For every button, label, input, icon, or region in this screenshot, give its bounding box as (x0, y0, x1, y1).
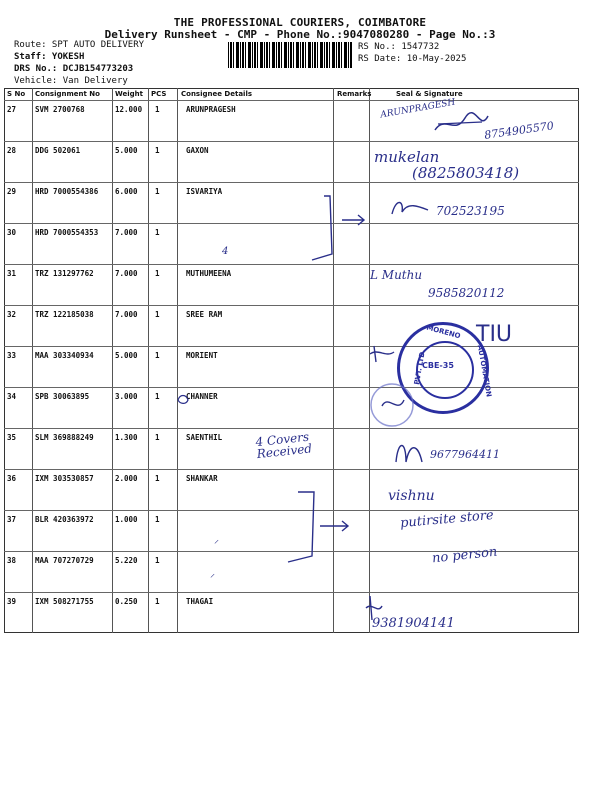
company-stamp: MORENO AUTOMATION PVT. LTD. CBE-35 (397, 322, 489, 414)
col-header-consignment: Consignment No (35, 90, 100, 98)
cell-sno: 30 (7, 228, 17, 237)
cell-consignment: SPB 30063895 (35, 392, 90, 401)
cell-weight: 5.000 (115, 146, 138, 155)
staff-label: Staff: YOKESH (14, 52, 85, 62)
rs-date: RS Date: 10-May-2025 (358, 54, 467, 64)
cell-weight: 7.000 (115, 269, 138, 278)
handwritten-phone: 9585820112 (428, 286, 505, 300)
cell-consignment: HRD 7000554353 (35, 228, 99, 237)
cell-pcs: 1 (155, 228, 160, 237)
handwritten-signature: L Muthu (370, 268, 423, 282)
cell-consignment: MAA 707270729 (35, 556, 94, 565)
company-name: THE PROFESSIONAL COURIERS, COIMBATORE (173, 16, 427, 29)
route-label: Route: SPT AUTO DELIVERY (14, 40, 145, 50)
cell-consignee: MORIENT (186, 351, 218, 360)
cell-consignment: DDG 502061 (35, 146, 81, 155)
cell-weight: 1.000 (115, 515, 138, 524)
col-header-signature: Seal & Signature (396, 90, 463, 98)
cell-weight: 7.000 (115, 228, 138, 237)
cell-weight: 1.300 (115, 433, 138, 442)
cell-pcs: 1 (155, 310, 160, 319)
cell-pcs: 1 (155, 146, 160, 155)
cell-weight: 0.250 (115, 597, 138, 606)
handwritten-remark: 4 Covers Received (254, 429, 313, 462)
col-header-pcs: PCS (151, 90, 167, 98)
cell-pcs: 1 (155, 515, 160, 524)
cell-sno: 39 (7, 597, 17, 606)
cell-consignee: SHANKAR (186, 474, 218, 483)
handwritten-phone: 9381904141 (372, 616, 455, 631)
col-header-remarks: Remarks (337, 90, 372, 98)
cell-sno: 35 (7, 433, 17, 442)
cell-consignment: BLR 420363972 (35, 515, 94, 524)
scribble-icon (388, 196, 432, 220)
cell-sno: 27 (7, 105, 17, 114)
bracket-arrow-icon (280, 488, 364, 564)
cell-sno: 28 (7, 146, 17, 155)
cell-weight: 2.000 (115, 474, 138, 483)
handwritten-phone: 9677964411 (430, 448, 500, 461)
cell-consignee: THAGAI (186, 597, 214, 606)
cell-pcs: 1 (155, 474, 160, 483)
col-header-sno: S No (7, 90, 26, 98)
cell-pcs: 1 (155, 433, 160, 442)
handwritten-signature: TIU (476, 322, 513, 347)
cell-consignee: MUTHUMEENA (186, 269, 232, 278)
cell-sno: 38 (7, 556, 17, 565)
cell-consignee: SREE RAM (186, 310, 223, 319)
col-header-consignee: Consignee Details (181, 90, 253, 98)
cell-weight: 7.000 (115, 310, 138, 319)
cell-pcs: 1 (155, 597, 160, 606)
cell-sno: 33 (7, 351, 17, 360)
cell-sno: 32 (7, 310, 17, 319)
cell-consignee: CHANNER (186, 392, 218, 401)
cell-consignment: IXM 508271755 (35, 597, 94, 606)
cell-consignment: HRD 7000554386 (35, 187, 99, 196)
cell-consignment: SVM 2700768 (35, 105, 85, 114)
runsheet-title: Delivery Runsheet - CMP - Phone No.:9047080280 - Page No.:3 (104, 28, 496, 41)
cell-weight: 5.000 (115, 351, 138, 360)
scribble-icon (392, 434, 428, 470)
handwritten-remark: no person (431, 544, 499, 567)
cell-sno: 34 (7, 392, 17, 401)
cell-consignment: IXM 303530857 (35, 474, 94, 483)
stamp-center: CBE-35 (422, 361, 454, 370)
cell-sno: 36 (7, 474, 17, 483)
scribble-icon (368, 342, 398, 366)
cell-consignment: MAA 303340934 (35, 351, 94, 360)
handwritten-phone: 702523195 (436, 204, 505, 218)
cell-pcs: 1 (155, 269, 160, 278)
cell-weight: 12.000 (115, 105, 143, 114)
handwritten-signature: ARUNPRAGESH (379, 97, 457, 121)
cell-sno: 29 (7, 187, 17, 196)
cell-consignee: ARUNPRAGESH (186, 105, 236, 114)
cell-weight: 5.220 (115, 556, 138, 565)
rs-number: RS No.: 1547732 (358, 42, 440, 52)
cell-pcs: 1 (155, 105, 160, 114)
cell-consignment: SLM 369888249 (35, 433, 94, 442)
handwritten-shop: putirsite store (399, 507, 495, 532)
handwritten-mark: 4 (222, 246, 229, 257)
cell-pcs: 1 (155, 187, 160, 196)
cell-consignment: TRZ 122185038 (35, 310, 94, 319)
cell-sno: 37 (7, 515, 17, 524)
handwritten-phone: (8825803418) (412, 164, 520, 182)
handwritten-phone: 8754905570 (483, 119, 555, 142)
drs-number: DRS No.: DCJB154773203 (14, 64, 134, 74)
handwritten-name: vishnu (388, 488, 435, 504)
stamp-faint-icon (368, 380, 416, 430)
cell-pcs: 1 (155, 392, 160, 401)
handwritten-name: mukelan (374, 148, 440, 166)
cell-pcs: 1 (155, 556, 160, 565)
cell-pcs: 1 (155, 351, 160, 360)
cell-consignment: TRZ 131297762 (35, 269, 94, 278)
cell-consignee: SAENTHIL (186, 433, 223, 442)
vehicle-label: Vehicle: Van Delivery (14, 76, 128, 86)
cell-weight: 3.000 (115, 392, 138, 401)
barcode (228, 42, 353, 68)
cell-consignee: GAXON (186, 146, 209, 155)
col-header-weight: Weight (115, 90, 143, 98)
scribble-icon (176, 392, 190, 406)
scribble-icon (430, 110, 490, 138)
cell-weight: 6.000 (115, 187, 138, 196)
cell-sno: 31 (7, 269, 17, 278)
bracket-arrow-icon (302, 194, 382, 266)
cell-consignee: ISVARIYA (186, 187, 223, 196)
